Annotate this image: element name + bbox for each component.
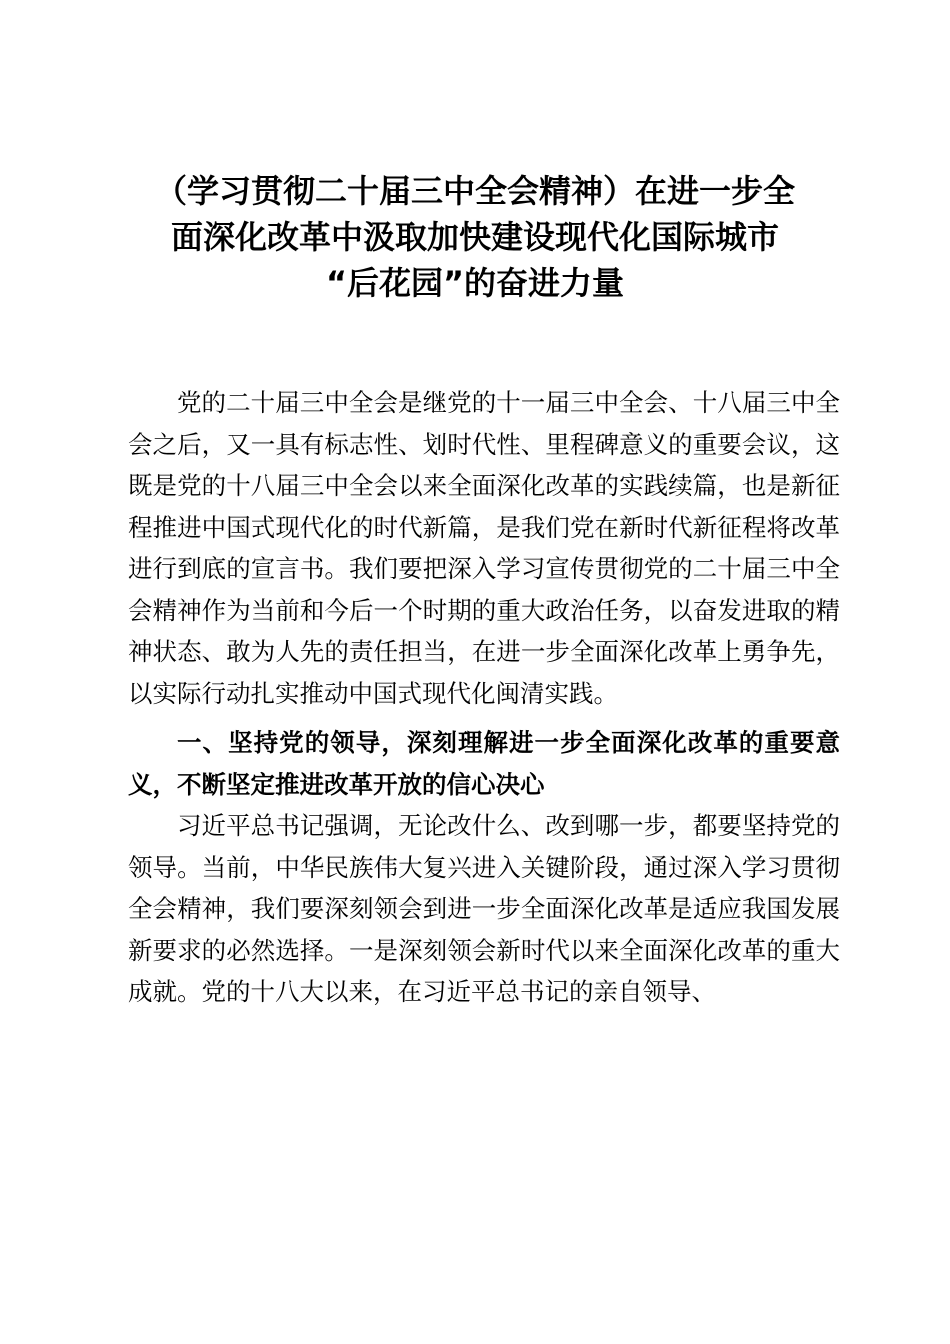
title-line-1: （学习贯彻二十届三中全会精神）在进一步全 <box>154 172 795 210</box>
document-body <box>128 382 840 1013</box>
paragraph-section-1: 习近平总书记强调，无论改什么、改到哪一步，都要坚持党的领导。当前，中华民族伟大复兴进入关键阶段，通过深入学习贯彻全会精神，我们要深刻领会到进一步全面深化改革是适应我国发展新要求的必然选择。一是深刻领会新时代以来全面深化改革的重大成就。党的十八大以来，在习近平总书记的亲自领导、 <box>128 811 840 1006</box>
title-line-3: “后花园”的奋进力量 <box>325 264 625 302</box>
paragraph-intro: 党的二十届三中全会是继党的十一届三中全会、十八届三中全会之后，又一具有标志性、划时代性、里程碑意义的重要会议，这既是党的十八届三中全会以来全面深化改革的实践续篇，也是新征程推进中国式现代化的时代新篇，是我们党在新时代新征程将改革进行到底的宣言书。我们要把深入学习宣传贯彻党的二十届三中全会精神作为当前和今后一个时期的重大政治任务，以奋发进取的精神状态、敢为人先的责任担当，在进一步全面深化改革上勇争先，以实际行动扎实推动中国式现代化闽清实践。 <box>128 388 840 708</box>
document-title <box>110 168 840 306</box>
title-line-2: 面深化改革中汲取加快建设现代化国际城市 <box>170 218 779 256</box>
section-heading-1: 一、坚持党的领导，深刻理解进一步全面深化改革的重要意义，不断坚定推进改革开放的信心决心 <box>128 728 840 799</box>
